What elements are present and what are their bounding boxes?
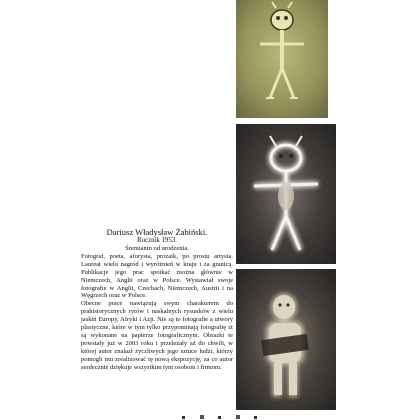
artist-bio [81,228,233,372]
artwork-photo-2 [236,124,336,264]
bio-paragraph: Fotograf, poeta, aforysta, prozaik, po prostu artysta. Laureat wielu nagród i wyróżnień w kraju i za granicą. Publikacje jego prac spotkać można głównie w Niemczech, Anglii oraz w Polsce. Wystawiał swoje fotografie w Anglii, Czechach, Niemczech, Austrii i na Węgrzech oraz w Polsce. [81,252,233,300]
artwork-photo-1 [236,0,328,118]
bio-paragraph: Obecne prace nawiązują swym charakterem do prahistorycznych rytów i naskalnych rysunków z wielu jaskiń Europy, Afryki i Azji. Nie są to fotografie a utwory plastyczne, które w tym tylko przypominają fotografię iż są wykonane na papierze fotograficznym. Obrazki te powstały już w 2003 roku i przeleżały aż do chwili, w której autor znalazł życzliwych jego sztuce ludzi, którzy pomogli mu zrealizować tę nową ekspozycję, za co autor serdecznie dziękuje wszystkim tym osobom i firmom. [81,300,233,371]
artwork-photo-3 [236,269,336,410]
footer-decoration [160,414,280,420]
artist-name: Dariusz Władysław Żabiński. [106,227,208,237]
birth-year: Rocznik 1953. [137,237,177,244]
origin-line: Śremianin od urodzenia. [125,245,189,252]
